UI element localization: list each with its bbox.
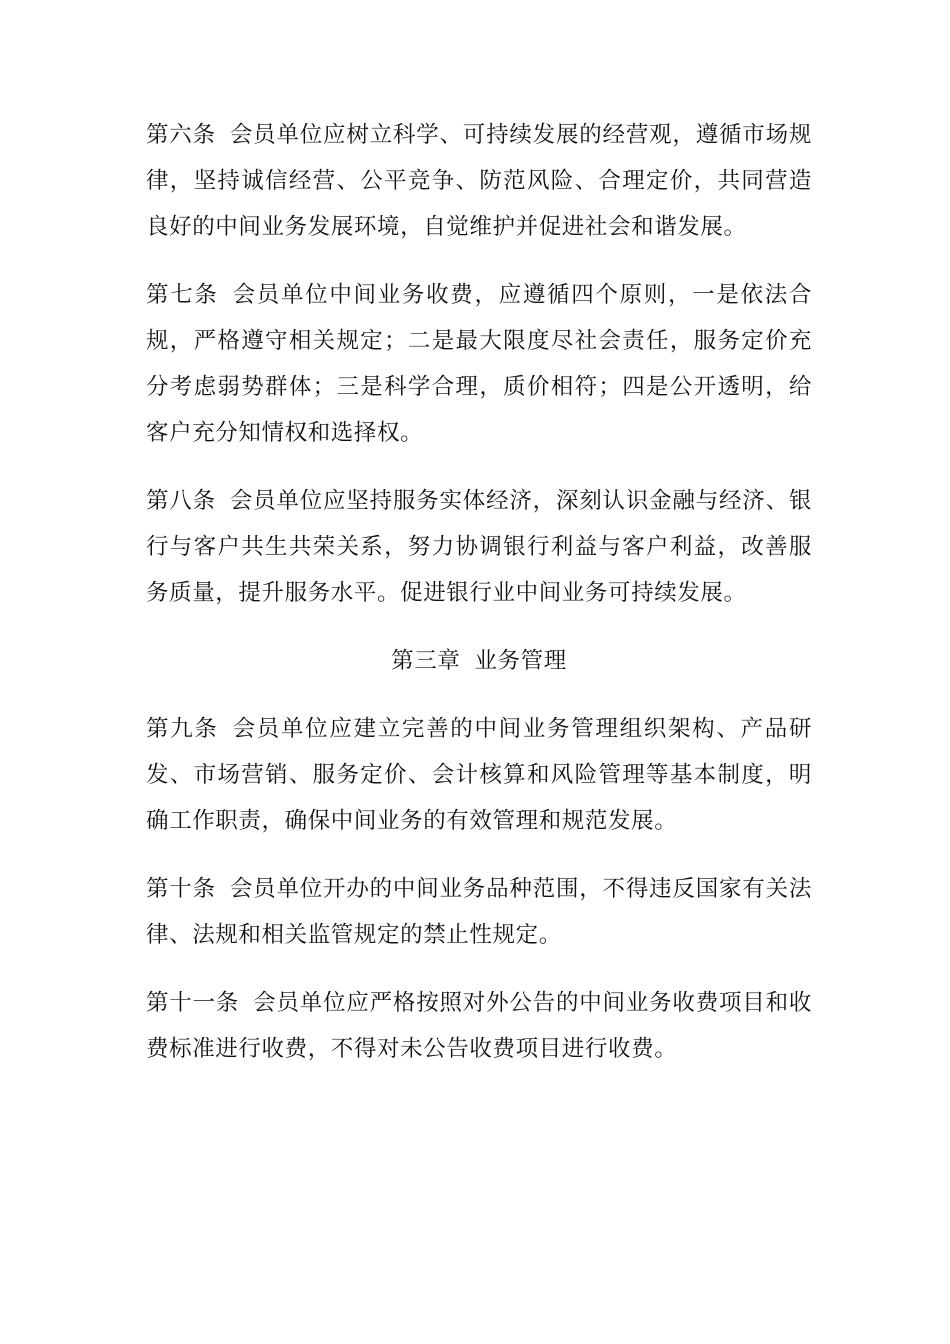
article-text: 会员单位应建立完善的中间业务管理组织架构、产品研发、市场营销、服务定价、会计核算和风险管理等基本制度，明确工作职责，确保中间业务的有效管理和规范发展。 — [146, 716, 812, 834]
article-6 — [146, 112, 812, 250]
article-text: 会员单位应坚持服务实体经济，深刻认识金融与经济、银行与客户共生共荣关系，努力协调银行利益与客户利益，改善服务质量，提升服务水平。促进银行业中间业务可持续发展。 — [146, 488, 812, 606]
article-label: 第九条 — [146, 716, 219, 742]
article-11 — [146, 980, 812, 1072]
chapter-heading — [146, 638, 812, 684]
article-9 — [146, 706, 812, 844]
document-page — [146, 112, 812, 1094]
article-label: 第六条 — [146, 122, 216, 148]
chapter-label: 第三章 — [391, 648, 461, 674]
article-text: 会员单位中间业务收费，应遵循四个原则，一是依法合规，严格遵守相关规定；二是最大限度尽社会责任，服务定价充分考虑弱势群体；三是科学合理，质价相符；四是公开透明，给客户充分知情权和选择权。 — [146, 282, 812, 446]
article-10 — [146, 866, 812, 958]
article-label: 第十一条 — [146, 990, 240, 1016]
article-7 — [146, 272, 812, 456]
article-label: 第十条 — [146, 876, 216, 902]
article-text: 会员单位开办的中间业务品种范围，不得违反国家有关法律、法规和相关监管规定的禁止性规定。 — [146, 876, 812, 948]
article-8 — [146, 478, 812, 616]
chapter-title: 业务管理 — [474, 648, 567, 674]
article-label: 第七条 — [146, 282, 219, 308]
article-label: 第八条 — [146, 488, 216, 514]
article-text: 会员单位应树立科学、可持续发展的经营观，遵循市场规律，坚持诚信经营、公平竞争、防范风险、合理定价，共同营造良好的中间业务发展环境，自觉维护并促进社会和谐发展。 — [146, 122, 812, 240]
article-text: 会员单位应严格按照对外公告的中间业务收费项目和收费标准进行收费，不得对未公告收费项目进行收费。 — [146, 990, 812, 1062]
